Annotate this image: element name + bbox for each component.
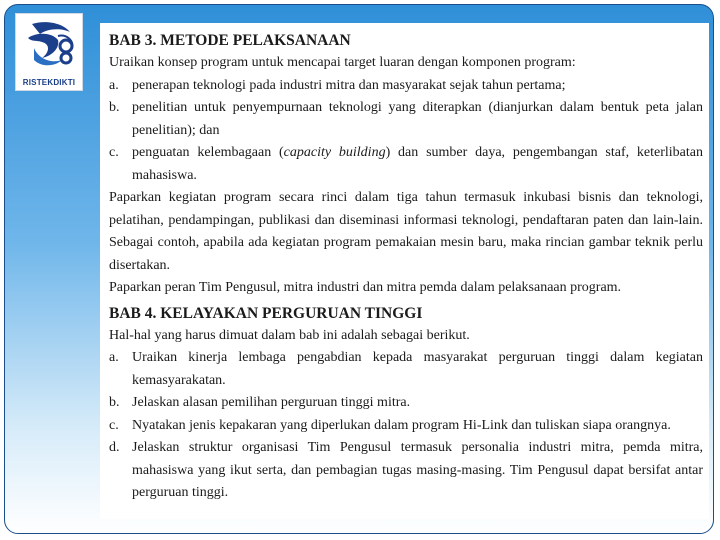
bab4-intro: Hal-hal yang harus dimuat dalam bab ini adalah sebagai berikut.: [109, 327, 470, 343]
list-item-text: penerapan teknologi pada industri mitra dan masyarakat sejak tahun pertama;: [132, 77, 566, 93]
bab4-item-b: [109, 392, 703, 415]
ristekdikti-logo: [15, 13, 83, 91]
slide-frame: [4, 4, 714, 534]
bab4-heading: BAB 4. KELAYAKAN PERGURUAN TINGGI: [109, 304, 423, 322]
bab3-item-c: [109, 142, 703, 187]
bab3-paragraph-2: Paparkan peran Tim Pengusul, mitra industri dan mitra pemda dalam pelaksanaan program.: [109, 280, 622, 295]
item-c-text-italic: capacity building: [283, 145, 386, 160]
list-marker: b.: [109, 395, 120, 410]
list-item-text: Jelaskan alasan pemilihan perguruan tinggi mitra.: [132, 395, 411, 410]
list-marker: a.: [109, 77, 119, 93]
logo-text: RISTEKDIKTI: [22, 78, 76, 87]
list-marker: b.: [109, 100, 120, 115]
bab3-paragraph-1: Paparkan kegiatan program secara rinci dalam tiga tahun termasuk inkubasi bisnis dan teknologi, pelatihan, pendampingan, publikasi dan diseminasi informasi teknologi, pendaftaran paten dan lain-lain. Sebagai contoh, apabila ada kegiatan program pemakaian mesin baru, maka rincian gambar teknik perlu disertakan.: [109, 190, 703, 273]
item-c-text-after: ) dan sumber daya, pengembangan staf, keterlibatan mahasiswa.: [132, 145, 703, 183]
list-marker: c.: [109, 417, 119, 433]
ristekdikti-emblem-icon: [22, 18, 78, 76]
bab3-heading: BAB 3. METODE PELAKSANAAN: [109, 32, 351, 49]
bab3-item-b: [109, 97, 703, 142]
list-marker: c.: [109, 145, 119, 160]
bab3-intro: Uraikan konsep program untuk mencapai target luaran dengan komponen program:: [109, 55, 576, 70]
bab4-item-c: [109, 415, 703, 438]
bab4-item-d: [109, 437, 703, 505]
list-marker: a.: [109, 350, 119, 365]
list-item-text: Uraikan kinerja lembaga pengabdian kepada masyarakat perguruan tinggi dalam kegiatan kemasyarakatan.: [132, 350, 703, 388]
bab3-item-a: [109, 75, 703, 98]
list-item-text: [132, 142, 703, 187]
list-item-text: penelitian untuk penyempurnaan teknologi yang diterapkan (dianjurkan dalam bentuk peta jalan penelitian); dan: [132, 100, 703, 138]
document-page: [100, 23, 709, 519]
item-c-text-before: penguatan kelembagaan (: [132, 145, 284, 160]
list-item-text: Nyatakan jenis kepakaran yang diperlukan dalam program Hi-Link dan tuliskan siapa orangnya.: [132, 417, 671, 433]
list-marker: d.: [109, 440, 120, 455]
list-item-text: Jelaskan struktur organisasi Tim Pengusul termasuk personalia industri mitra, pemda mitra, mahasiswa yang ikut serta, dan pembagian tugas masing-masing. Tim Pengusul dapat bersifat antar perguruan tinggi.: [132, 440, 703, 500]
bab4-item-a: [109, 347, 703, 392]
